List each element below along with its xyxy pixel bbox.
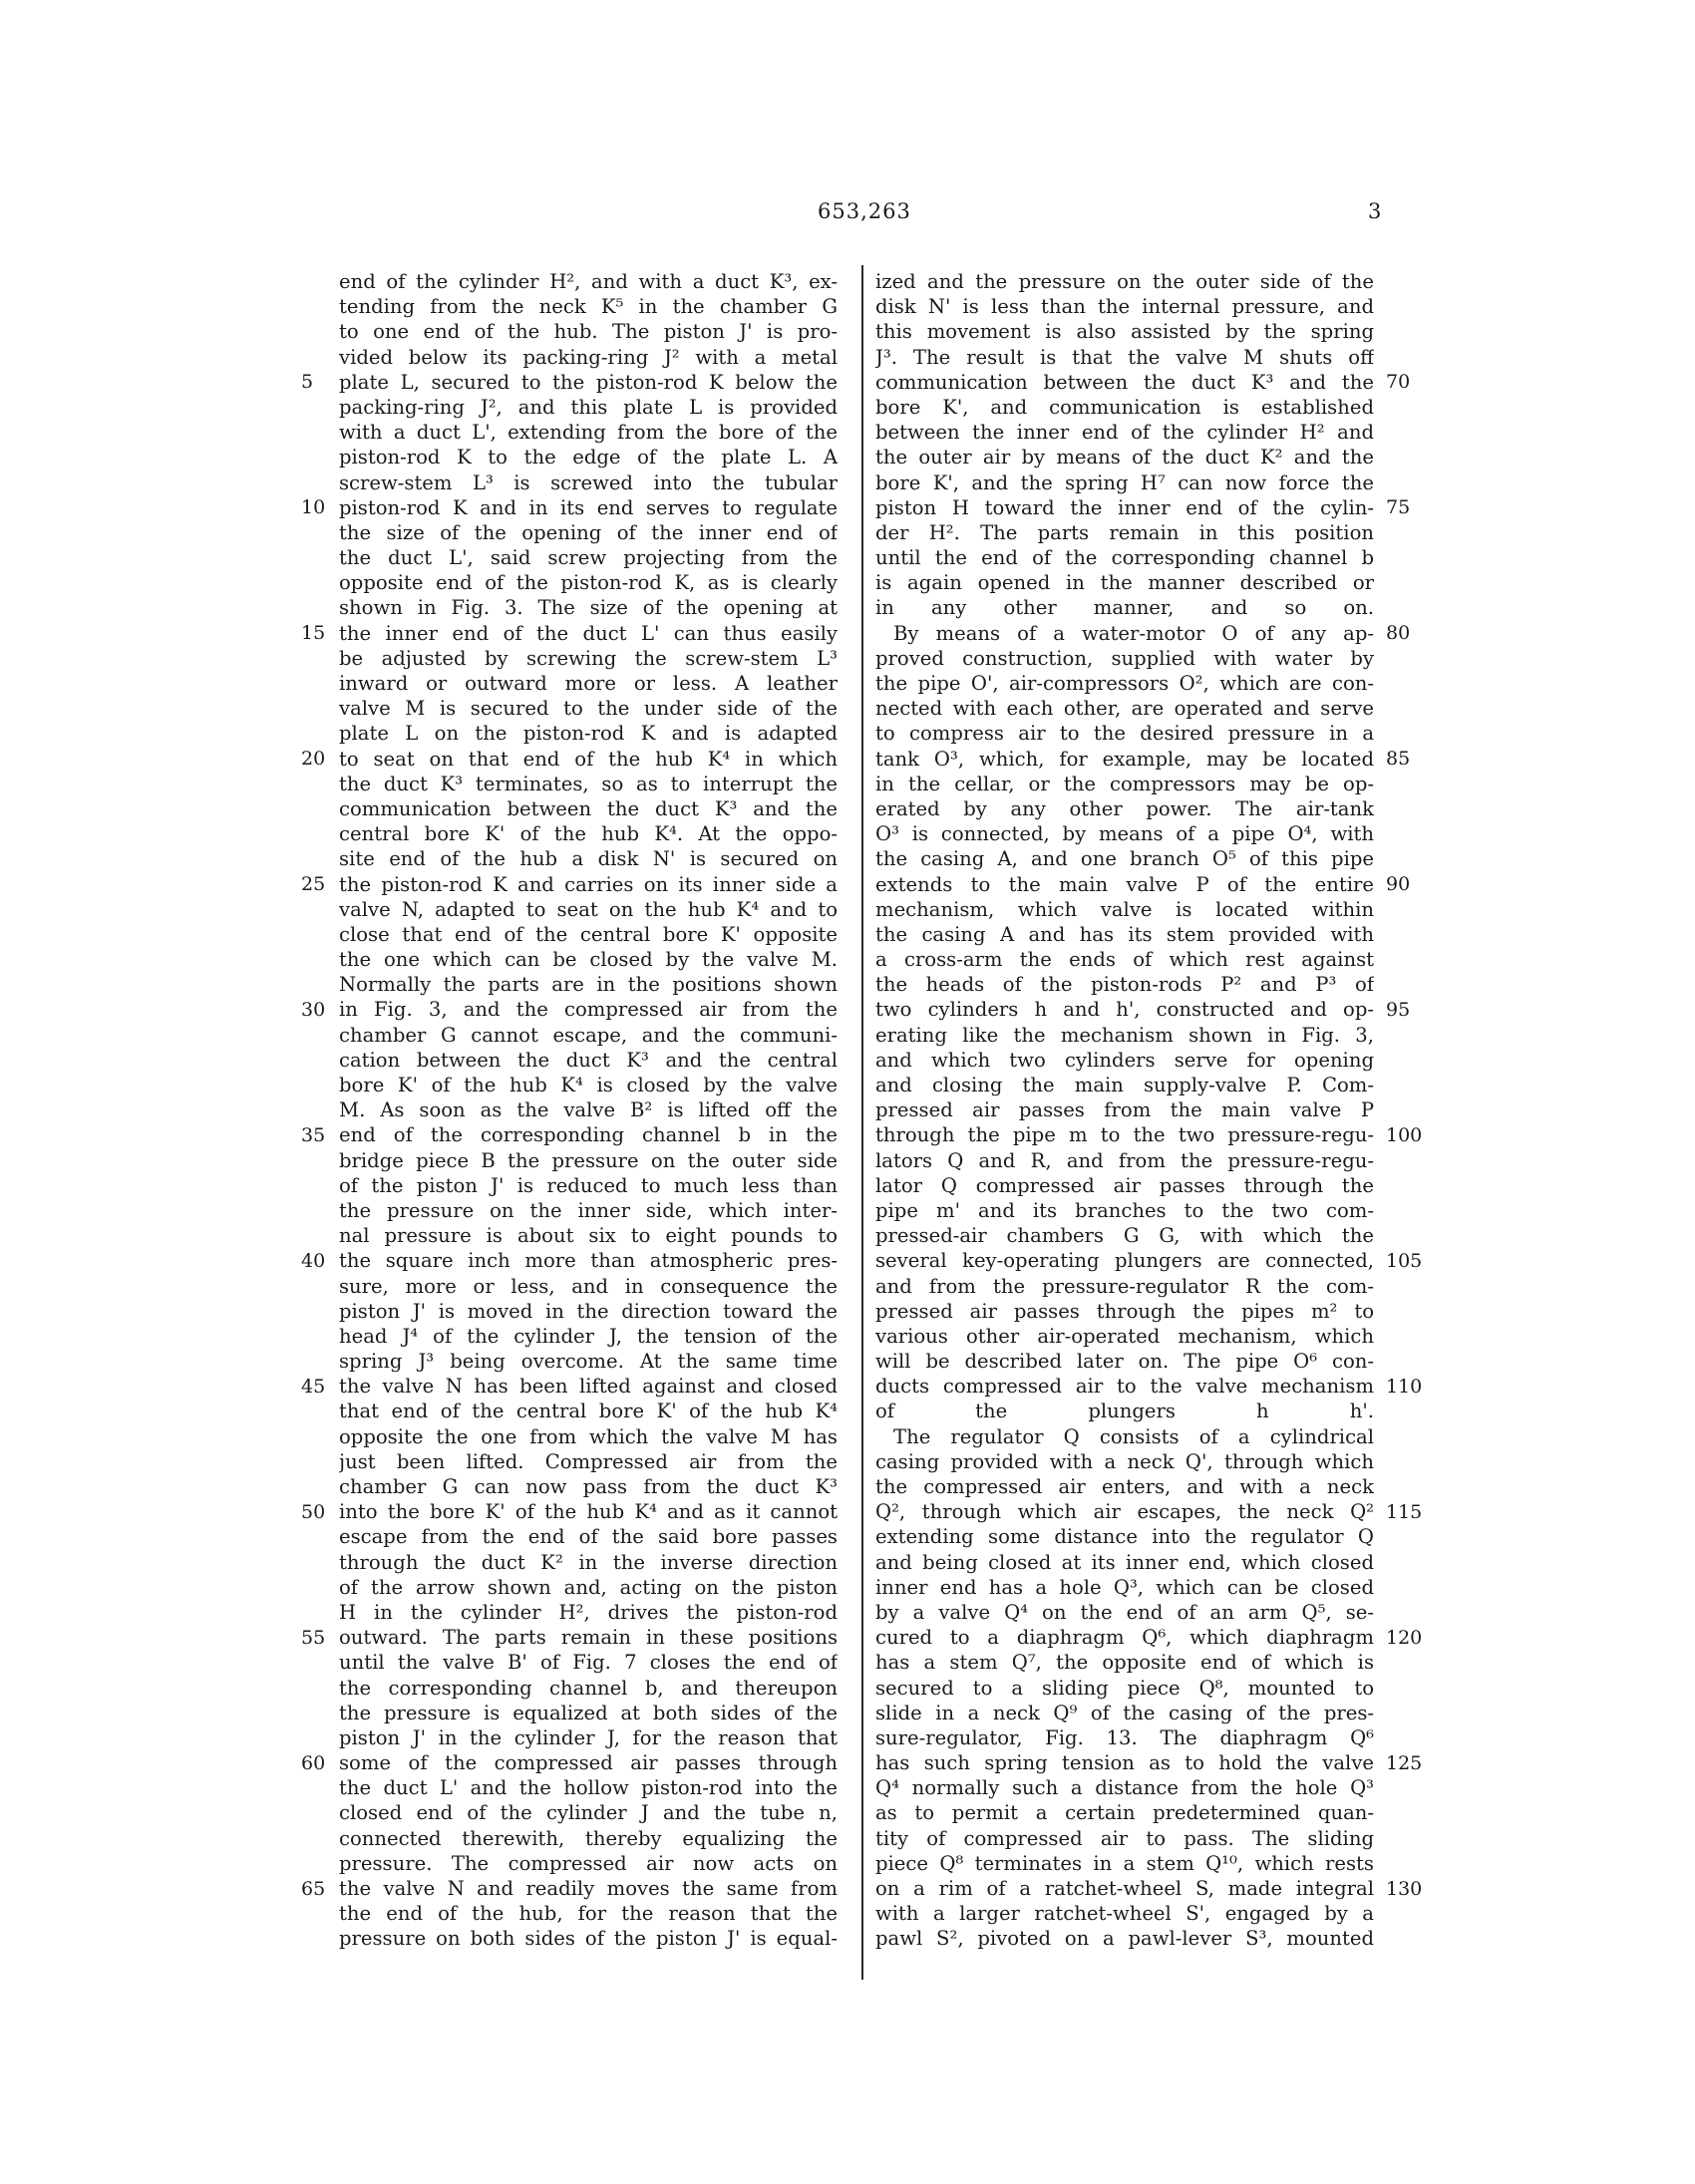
text-line: the inner end of the duct L' can thus easily	[339, 621, 838, 645]
text-line: the compressed air enters, and with a neck	[875, 1475, 1374, 1498]
text-line: plate L on the piston-rod K and is adapted	[339, 722, 838, 746]
text-line: inner end has a hole Q³, which can be closed	[875, 1575, 1374, 1599]
text-line: screw-stem L³ is screwed into the tubular	[339, 470, 838, 494]
text-line: until the valve B' of Fig. 7 closes the end of	[339, 1651, 838, 1675]
text-line: inward or outward more or less. A leather	[339, 672, 838, 695]
text-line: central bore K' of the hub K⁴. At the oppo-	[339, 822, 838, 846]
text-line: the outer air by means of the duct K² and the	[875, 446, 1374, 469]
patent-number: 653,263	[818, 199, 911, 223]
text-line: extends to the main valve P of the entire	[875, 872, 1374, 896]
text-line: secured to a sliding piece Q⁸, mounted to	[875, 1676, 1374, 1700]
text-line: bore K', and communication is established	[875, 395, 1374, 419]
text-line: piston H toward the inner end of the cylin-	[875, 495, 1374, 519]
text-line: be adjusted by screwing the screw-stem L³	[339, 646, 838, 670]
text-line: Q², through which air escapes, the neck Q²	[875, 1500, 1374, 1524]
text-line: opposite the one from which the valve M has	[339, 1424, 838, 1448]
text-line: a cross-arm the ends of which rest against	[875, 948, 1374, 972]
text-line: nected with each other, are operated and serve	[875, 697, 1374, 721]
line-number: 120	[1386, 1626, 1423, 1649]
text-line: the square inch more than atmospheric pres-	[339, 1249, 838, 1273]
text-line: erating like the mechanism shown in Fig. 3,	[875, 1023, 1374, 1047]
text-line: tank O³, which, for example, may be located	[875, 747, 1374, 771]
text-line: chamber G cannot escape, and the communi-	[339, 1023, 838, 1047]
text-line: is again opened in the manner described or	[875, 571, 1374, 595]
text-line: communication between the duct K³ and the	[875, 370, 1374, 394]
line-number: 95	[1386, 998, 1411, 1021]
text-line: the duct K³ terminates, so as to interrupt the	[339, 772, 838, 795]
text-line: der H². The parts remain in this position	[875, 520, 1374, 544]
text-line: vided below its packing-ring J² with a metal	[339, 345, 838, 369]
text-line: that end of the central bore K' of the hub K⁴	[339, 1400, 838, 1423]
text-line: spring J³ being overcome. At the same time	[339, 1350, 838, 1374]
text-line: of the piston J' is reduced to much less than	[339, 1173, 838, 1197]
text-line: in any other manner, and so on.	[875, 596, 1374, 620]
line-number: 80	[1386, 621, 1411, 644]
line-number: 125	[1386, 1751, 1423, 1774]
text-line: as to permit a certain predetermined quan-	[875, 1801, 1374, 1825]
text-line: J³. The result is that the valve M shuts off	[875, 345, 1374, 369]
line-number: 40	[301, 1249, 326, 1272]
text-line: piece Q⁸ terminates in a stem Q¹⁰, which rests	[875, 1851, 1374, 1875]
text-line: the valve N has been lifted against and closed	[339, 1375, 838, 1399]
line-number: 25	[301, 872, 326, 895]
text-line: outward. The parts remain in these positions	[339, 1626, 838, 1650]
text-line: connected therewith, thereby equalizing the	[339, 1826, 838, 1850]
line-number: 100	[1386, 1123, 1423, 1146]
text-line: casing provided with a neck Q', through which	[875, 1449, 1374, 1473]
line-number: 20	[301, 747, 326, 770]
text-line: the pressure is equalized at both sides of the	[339, 1701, 838, 1724]
text-line: communication between the duct K³ and the	[339, 796, 838, 820]
text-line: opposite end of the piston-rod K, as is clearly	[339, 571, 838, 595]
text-line: into the bore K' of the hub K⁴ and as it cannot	[339, 1500, 838, 1524]
text-line: chamber G can now pass from the duct K³	[339, 1475, 838, 1498]
text-line: just been lifted. Compressed air from the	[339, 1449, 838, 1473]
text-line: until the end of the corresponding channel b	[875, 546, 1374, 570]
text-line: has such spring tension as to hold the valve	[875, 1751, 1374, 1775]
text-line: on a rim of a ratchet-wheel S, made integral	[875, 1877, 1374, 1900]
text-line: By means of a water-motor O of any ap-	[893, 621, 1374, 645]
line-number: 30	[301, 998, 326, 1021]
text-line: lator Q compressed air passes through the	[875, 1173, 1374, 1197]
text-line: the duct L', said screw projecting from the	[339, 546, 838, 570]
line-number: 85	[1386, 747, 1411, 770]
text-line: the casing A and has its stem provided with	[875, 922, 1374, 946]
text-line: pressed air passes from the main valve P	[875, 1098, 1374, 1122]
text-line: of the arrow shown and, acting on the piston	[339, 1575, 838, 1599]
text-line: to compress air to the desired pressure in a	[875, 722, 1374, 746]
text-line: by a valve Q⁴ on the end of an arm Q⁵, se-	[875, 1600, 1374, 1624]
text-line: pressure on both sides of the piston J' is equal-	[339, 1927, 838, 1951]
text-line: with a larger ratchet-wheel S', engaged by a	[875, 1902, 1374, 1926]
text-line: to seat on that end of the hub K⁴ in which	[339, 747, 838, 771]
line-number: 15	[301, 621, 326, 644]
text-line: sure-regulator, Fig. 13. The diaphragm Q⁶	[875, 1725, 1374, 1749]
right-column	[875, 269, 1374, 2004]
text-line: proved construction, supplied with water by	[875, 646, 1374, 670]
line-number: 70	[1386, 370, 1411, 393]
text-line: between the inner end of the cylinder H² and	[875, 421, 1374, 445]
text-line: site end of the hub a disk N' is secured on	[339, 847, 838, 871]
text-line: the duct L' and the hollow piston-rod into the	[339, 1776, 838, 1800]
text-line: piston-rod K and in its end serves to regulate	[339, 495, 838, 519]
line-number: 115	[1386, 1500, 1423, 1523]
text-line: end of the corresponding channel b in the	[339, 1123, 838, 1147]
text-line: of the plungers h h'.	[875, 1400, 1374, 1423]
text-line: the one which can be closed by the valve M.	[339, 948, 838, 972]
text-line: valve M is secured to the under side of the	[339, 697, 838, 721]
text-line: erated by any other power. The air-tank	[875, 796, 1374, 820]
line-number: 35	[301, 1123, 326, 1146]
line-number: 110	[1386, 1375, 1423, 1398]
text-line: two cylinders h and h', constructed and op-	[875, 998, 1374, 1022]
line-number: 65	[301, 1877, 326, 1900]
text-line: various other air-operated mechanism, which	[875, 1324, 1374, 1348]
line-number: 90	[1386, 872, 1411, 895]
text-line: the heads of the piston-rods P² and P³ of	[875, 973, 1374, 997]
line-number: 60	[301, 1751, 326, 1774]
text-line: sure, more or less, and in consequence the	[339, 1274, 838, 1298]
text-line: the size of the opening of the inner end of	[339, 520, 838, 544]
text-line: the pipe O', air-compressors O², which are con-	[875, 672, 1374, 695]
line-number: 130	[1386, 1877, 1423, 1900]
text-line: the pressure on the inner side, which inter-	[339, 1198, 838, 1222]
text-line: bore K', and the spring H⁷ can now force the	[875, 470, 1374, 494]
line-number: 5	[301, 370, 314, 393]
text-line: pressed-air chambers G G, with which the	[875, 1224, 1374, 1248]
text-line: will be described later on. The pipe O⁶ con-	[875, 1350, 1374, 1374]
text-line: and being closed at its inner end, which closed	[875, 1550, 1374, 1574]
text-line: several key-operating plungers are connected,	[875, 1249, 1374, 1273]
text-line: O³ is connected, by means of a pipe O⁴, with	[875, 822, 1374, 846]
text-line: pressed air passes through the pipes m² to	[875, 1299, 1374, 1323]
text-line: nal pressure is about six to eight pounds to	[339, 1224, 838, 1248]
page-header	[0, 199, 1695, 239]
text-line: Normally the parts are in the positions shown	[339, 973, 838, 997]
text-line: piston-rod K to the edge of the plate L. A	[339, 446, 838, 469]
text-line: shown in Fig. 3. The size of the opening at	[339, 596, 838, 620]
text-line: through the duct K² in the inverse direction	[339, 1550, 838, 1574]
text-line: mechanism, which valve is located within	[875, 897, 1374, 921]
text-line: end of the cylinder H², and with a duct K³, ex-	[339, 270, 838, 293]
text-line: in the cellar, or the compressors may be op-	[875, 772, 1374, 795]
text-line: through the pipe m to the two pressure-regu-	[875, 1123, 1374, 1147]
text-line: pipe m' and its branches to the two com-	[875, 1198, 1374, 1222]
text-line: and closing the main supply-valve P. Com-	[875, 1074, 1374, 1096]
text-line: and from the pressure-regulator R the com-	[875, 1274, 1374, 1298]
text-line: disk N' is less than the internal pressure, and	[875, 295, 1374, 319]
line-number: 45	[301, 1375, 326, 1398]
text-line: pawl S², pivoted on a pawl-lever S³, mounted	[875, 1927, 1374, 1951]
text-line: plate L, secured to the piston-rod K below the	[339, 370, 838, 394]
text-line: close that end of the central bore K' opposite	[339, 922, 838, 946]
text-line: tity of compressed air to pass. The sliding	[875, 1826, 1374, 1850]
text-line: valve N, adapted to seat on the hub K⁴ and to	[339, 897, 838, 921]
text-line: extending some distance into the regulator Q	[875, 1525, 1374, 1549]
text-line: the end of the hub, for the reason that the	[339, 1902, 838, 1926]
text-line: M. As soon as the valve B² is lifted off the	[339, 1098, 838, 1122]
text-line: has a stem Q⁷, the opposite end of which is	[875, 1651, 1374, 1675]
line-number: 50	[301, 1500, 326, 1523]
text-line: this movement is also assisted by the spring	[875, 320, 1374, 344]
left-column	[339, 269, 838, 2004]
text-line: closed end of the cylinder J and the tube n,	[339, 1801, 838, 1825]
text-line: cation between the duct K³ and the central	[339, 1048, 838, 1072]
line-number: 55	[301, 1626, 326, 1649]
line-number: 10	[301, 495, 326, 518]
text-line: and which two cylinders serve for opening	[875, 1048, 1374, 1072]
text-line: bore K' of the hub K⁴ is closed by the valve	[339, 1074, 838, 1096]
text-line: H in the cylinder H², drives the piston-rod	[339, 1600, 838, 1624]
text-line: the piston-rod K and carries on its inner side a	[339, 872, 838, 896]
text-line: the casing A, and one branch O⁵ of this pipe	[875, 847, 1374, 871]
text-line: The regulator Q consists of a cylindrical	[893, 1424, 1374, 1448]
page-number: 3	[1368, 199, 1382, 223]
line-number: 105	[1386, 1249, 1423, 1272]
text-line: piston J' in the cylinder J, for the reason that	[339, 1725, 838, 1749]
line-number: 75	[1386, 495, 1411, 518]
text-line: to one end of the hub. The piston J' is pro-	[339, 320, 838, 344]
text-line: packing-ring J², and this plate L is provided	[339, 395, 838, 419]
text-line: some of the compressed air passes through	[339, 1751, 838, 1775]
text-line: cured to a diaphragm Q⁶, which diaphragm	[875, 1626, 1374, 1650]
text-line: head J⁴ of the cylinder J, the tension of the	[339, 1324, 838, 1348]
text-line: tending from the neck K⁵ in the chamber G	[339, 295, 838, 319]
text-line: Q⁴ normally such a distance from the hole Q³	[875, 1776, 1374, 1800]
text-line: with a duct L', extending from the bore of the	[339, 421, 838, 445]
text-line: bridge piece B the pressure on the outer side	[339, 1148, 838, 1172]
text-line: ized and the pressure on the outer side of the	[875, 270, 1374, 293]
text-line: pressure. The compressed air now acts on	[339, 1851, 838, 1875]
text-line: the corresponding channel b, and thereupon	[339, 1676, 838, 1700]
text-line: ducts compressed air to the valve mechanism	[875, 1375, 1374, 1399]
text-line: in Fig. 3, and the compressed air from the	[339, 998, 838, 1022]
text-line: slide in a neck Q⁹ of the casing of the pres-	[875, 1701, 1374, 1724]
column-divider	[861, 265, 863, 1980]
text-line: the valve N and readily moves the same from	[339, 1877, 838, 1900]
text-line: piston J' is moved in the direction toward the	[339, 1299, 838, 1323]
text-line: lators Q and R, and from the pressure-regu-	[875, 1148, 1374, 1172]
text-line: escape from the end of the said bore passes	[339, 1525, 838, 1549]
